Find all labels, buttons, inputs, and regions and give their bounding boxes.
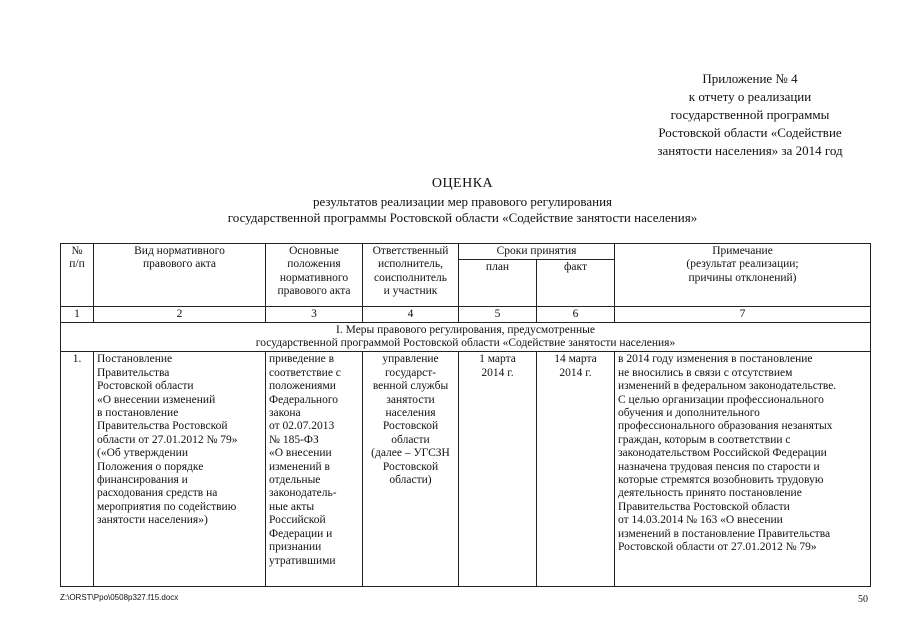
section-title: I. Меры правового регулирования, предусмотренные государственной программой Ростовской области «Содействие занятости населения» [61, 323, 871, 352]
header-fact: факт [537, 260, 615, 307]
column-number: 6 [537, 307, 615, 323]
column-number: 2 [94, 307, 266, 323]
title-heading: ОЦЕНКА [431, 176, 494, 191]
appendix-line: к отчету о реализации [688, 89, 812, 104]
header-executor: Ответственный исполнитель, соисполнитель и участник [363, 244, 459, 307]
assessment-table [60, 243, 871, 587]
column-number: 1 [61, 307, 94, 323]
row-act-type: Постановление Правительства Ростовской области «О внесении изменений в постановление Правительства Ростовской области от 27.01.2012 № 79» («Об утверждении Положения о порядке финансирования и расходования средств на мероприятия по содействию занятости населения») [94, 352, 266, 587]
appendix-line: государственной программы [670, 107, 830, 122]
row-provisions: приведение в соответствие с положениями Федерального закона от 02.07.2013 № 185-ФЗ «О внесении изменений в отдельные законодатель- ные акты Российской Федерации и признании утратившими [266, 352, 363, 587]
row-plan: 1 марта 2014 г. [459, 352, 537, 587]
row-fact: 14 марта 2014 г. [537, 352, 615, 587]
column-number-row [61, 307, 871, 323]
section-row [61, 323, 871, 352]
title-line: результатов реализации мер правового регулирования [312, 194, 613, 209]
title-line: государственной программы Ростовской области «Содействие занятости населения» [227, 210, 698, 225]
column-number: 4 [363, 307, 459, 323]
header-act-type: Вид нормативного правового акта [94, 244, 266, 307]
header-num: № п/п [61, 244, 94, 307]
row-note: в 2014 году изменения в постановление не вносились в связи с отсутствием изменений в федеральном законодательстве. С целью организации профессионального обучения и дополнительного профессионального образования незанятых граждан, которым в соответствии с законодательством Российской Федерации назначена трудовая пенсия по старости и которые стремятся возобновить трудовую деятельность принято постановление Правительства Ростовской области от 14.03.2014 № 163 «О внесении изменений в постановление Правительства Ростовской области от 27.01.2012 № 79» [615, 352, 871, 587]
appendix-line: Ростовской области «Содействие [658, 125, 842, 140]
column-number: 5 [459, 307, 537, 323]
table-row [61, 352, 871, 587]
appendix-block [600, 70, 900, 160]
column-number: 7 [615, 307, 871, 323]
appendix-line: Приложение № 4 [702, 71, 798, 86]
header-provisions: Основные положения нормативного правового акта [266, 244, 363, 307]
row-num: 1. [61, 352, 94, 587]
header-plan: план [459, 260, 537, 307]
table-header-row [61, 244, 871, 260]
row-executor: управление государст- венной службы занятости населения Ростовской области (далее – УГСЗН Ростовской области) [363, 352, 459, 587]
page-number: 50 [858, 594, 868, 605]
header-note: Примечание (результат реализации; причины отклонений) [615, 244, 871, 307]
column-number: 3 [266, 307, 363, 323]
document-title [60, 176, 865, 226]
header-terms: Сроки принятия [459, 244, 615, 260]
file-path: Z:\ORST\Ppo\0508p327.f15.docx [60, 593, 179, 602]
appendix-line: занятости населения» за 2014 год [657, 143, 843, 158]
